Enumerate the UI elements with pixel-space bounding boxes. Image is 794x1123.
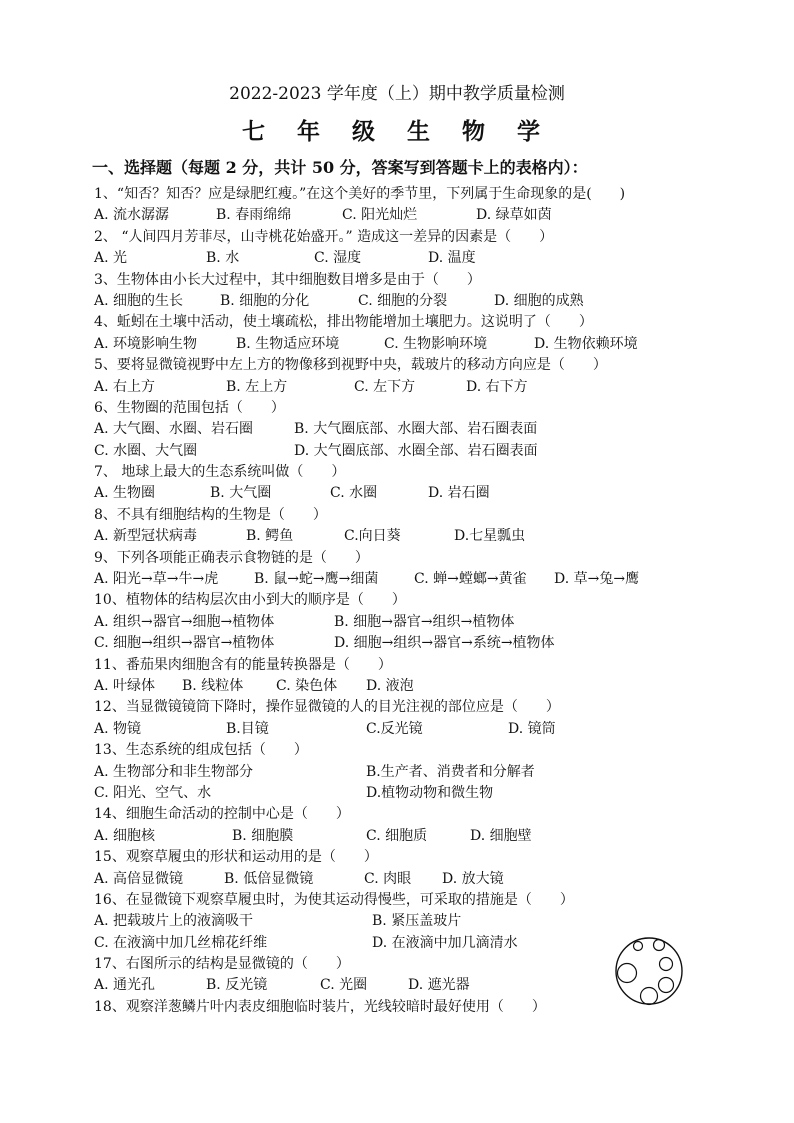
option: C. 肉眼 [364, 870, 412, 887]
option: C. 蝉→螳螂→黄雀 [414, 571, 527, 588]
question-stem: 9、下列各项能正确表示食物链的是（ ） [94, 549, 369, 566]
option-row [94, 291, 734, 312]
option: A. 环境影响生物 [94, 335, 198, 352]
option-row [94, 783, 734, 804]
option: C. 染色体 [276, 677, 338, 694]
option: C. 光圈 [320, 977, 368, 994]
option: D. 草→兔→鹰 [554, 571, 640, 588]
option: B. 生物适应环境 [236, 335, 340, 352]
option: B. 紧压盖玻片 [372, 913, 462, 930]
option: C. 左下方 [354, 378, 416, 395]
option: C. 湿度 [314, 250, 362, 267]
option: B. 低倍显微镜 [224, 870, 314, 887]
option-row [94, 826, 734, 847]
option: D.七星瓢虫 [454, 528, 526, 545]
question-stem: 8、不具有细胞结构的生物是（ ） [94, 506, 327, 523]
option: A. 物镜 [94, 720, 142, 737]
option: C. 水圈 [330, 485, 378, 502]
option: B. 反光镜 [206, 977, 268, 994]
question-stem: 4、蚯蚓在土壤中活动，使土壤疏松，排出物能增加土壤肥力。这说明了（ ） [94, 314, 593, 331]
section-heading: 一、选择题（每题 2 分，共计 50 分，答案写到答题卡上的表格内）： [92, 158, 588, 177]
option-row [94, 676, 734, 697]
question-stem: 10、植物体的结构层次由小到大的顺序是（ ） [94, 592, 406, 609]
option: A. 细胞核 [94, 827, 156, 844]
option: D.植物动物和微生物 [366, 784, 494, 801]
option: D. 在液滴中加几滴清水 [372, 934, 518, 951]
disc-outline [616, 938, 682, 1004]
option: B. 细胞的分化 [220, 292, 310, 309]
option-row [94, 377, 734, 398]
option: D. 细胞→组织→器官→系统→植物体 [334, 635, 555, 652]
question-stem: 6、生物圈的范围包括（ ） [94, 399, 285, 416]
option-row [94, 569, 734, 590]
option: B.生产者、消费者和分解者 [366, 763, 535, 780]
option: D. 放大镜 [442, 870, 504, 887]
option: D. 大气圈底部、水圈全部、岩石圈表面 [294, 442, 538, 459]
option: B. 细胞→器官→组织→植物体 [334, 613, 515, 630]
option: B. 鼠→蛇→鹰→细菌 [254, 571, 379, 588]
option: C. 阳光、空气、水 [94, 784, 212, 801]
option: A. 通光孔 [94, 977, 156, 994]
question-stem: 1、“知否？知否？应是绿肥红瘦。”在这个美好的季节里，下列属于生命现象的是( ) [94, 186, 626, 202]
option: D. 遮光器 [408, 977, 470, 994]
option: A. 高倍显微镜 [94, 870, 184, 887]
option: B. 春雨绵绵 [216, 207, 292, 224]
option: B. 水 [206, 250, 240, 267]
questions-list [94, 184, 734, 1018]
option: B. 鳄鱼 [246, 528, 294, 545]
option: B. 线粒体 [182, 677, 244, 694]
option: D. 温度 [428, 250, 476, 267]
aperture-hole [641, 988, 658, 1005]
option: C. 生物影响环境 [384, 335, 488, 352]
aperture-hole [660, 958, 673, 971]
option: B.目镜 [226, 720, 269, 737]
option: A. 右上方 [94, 378, 156, 395]
option-row [94, 248, 734, 269]
option: A. 大气圈、水圈、岩石圈 [94, 421, 254, 438]
question-stem: 11、番茄果肉细胞含有的能量转换器是（ ） [94, 656, 392, 673]
option: A. 把载玻片上的液滴吸干 [94, 913, 254, 930]
option: B. 细胞膜 [232, 827, 294, 844]
option: C.反光镜 [366, 720, 423, 737]
option: A. 细胞的生长 [94, 292, 184, 309]
option: B. 大气圈底部、水圈大部、岩石圈表面 [294, 421, 538, 438]
option: A. 组织→器官→细胞→植物体 [94, 613, 275, 630]
option: A. 阳光→草→牛→虎 [94, 571, 219, 588]
aperture-hole [654, 940, 665, 951]
question-stem: 2、 “人间四月芳菲尽，山寺桃花始盛开。” 造成这一差异的因素是（ ） [94, 228, 554, 245]
option-row [94, 441, 734, 462]
option: C.向日葵 [344, 528, 401, 545]
aperture-hole [659, 978, 674, 993]
option-row [94, 205, 734, 226]
aperture-hole [634, 942, 643, 951]
option: A. 光 [94, 250, 128, 267]
subject-title: 七 年 级 生 物 学 [241, 118, 553, 145]
option: D. 岩石圈 [428, 485, 490, 502]
option-row [94, 633, 734, 654]
option: B. 左上方 [226, 378, 288, 395]
option: A. 流水潺潺 [94, 207, 170, 224]
option: D. 生物依赖环境 [534, 335, 638, 352]
question-stem: 16、在显微镜下观察草履虫时，为使其运动得慢些，可采取的措施是（ ） [94, 891, 574, 908]
option: D. 右下方 [466, 378, 528, 395]
option-row [94, 334, 734, 355]
option-row [94, 526, 734, 547]
option: D. 镜筒 [508, 720, 556, 737]
option-row [94, 762, 734, 783]
option: A. 叶绿体 [94, 677, 156, 694]
diaphragm-disc-figure [613, 928, 685, 1014]
question-stem: 14、细胞生命活动的控制中心是（ ） [94, 806, 350, 823]
option: C. 阳光灿烂 [342, 207, 418, 224]
question-stem: 13、生态系统的组成包括（ ） [94, 742, 308, 759]
option: C. 细胞的分裂 [358, 292, 448, 309]
option: C. 细胞质 [366, 827, 428, 844]
option: D. 绿草如茵 [476, 207, 552, 224]
exam-title: 2022-2023 学年度（上）期中教学质量检测 [229, 84, 565, 104]
question-stem: 12、当显微镜镜筒下降时，操作显微镜的人的目光注视的部位应是（ ） [94, 699, 560, 716]
option: D. 液泡 [366, 677, 414, 694]
option-row [94, 483, 734, 504]
question-stem: 3、生物体由小长大过程中，其中细胞数目增多是由于（ ） [94, 271, 481, 288]
option: A. 生物部分和非生物部分 [94, 763, 254, 780]
question-stem: 18、观察洋葱鳞片叶内表皮细胞临时装片，光线较暗时最好使用（ ） [94, 998, 546, 1015]
option: A. 生物圈 [94, 485, 156, 502]
question-stem: 5、要将显微镜视野中左上方的物像移到视野中央，载玻片的移动方向应是（ ） [94, 357, 607, 374]
option: C. 水圈、大气圈 [94, 442, 198, 459]
option-row [94, 719, 734, 740]
aperture-hole [618, 964, 637, 983]
option-row [94, 869, 734, 890]
option: C. 在液滴中加几丝棉花纤维 [94, 934, 268, 951]
option: A. 新型冠状病毒 [94, 528, 198, 545]
option-row [94, 612, 734, 633]
question-stem: 7、 地球上最大的生态系统叫做（ ） [94, 464, 346, 481]
option: B. 大气圈 [210, 485, 272, 502]
question-stem: 17、右图所示的结构是显微镜的（ ） [94, 956, 350, 973]
option: C. 细胞→组织→器官→植物体 [94, 635, 275, 652]
option: D. 细胞壁 [470, 827, 532, 844]
option-row [94, 419, 734, 440]
question-stem: 15、观察草履虫的形状和运动用的是（ ） [94, 849, 378, 866]
option: D. 细胞的成熟 [494, 292, 584, 309]
